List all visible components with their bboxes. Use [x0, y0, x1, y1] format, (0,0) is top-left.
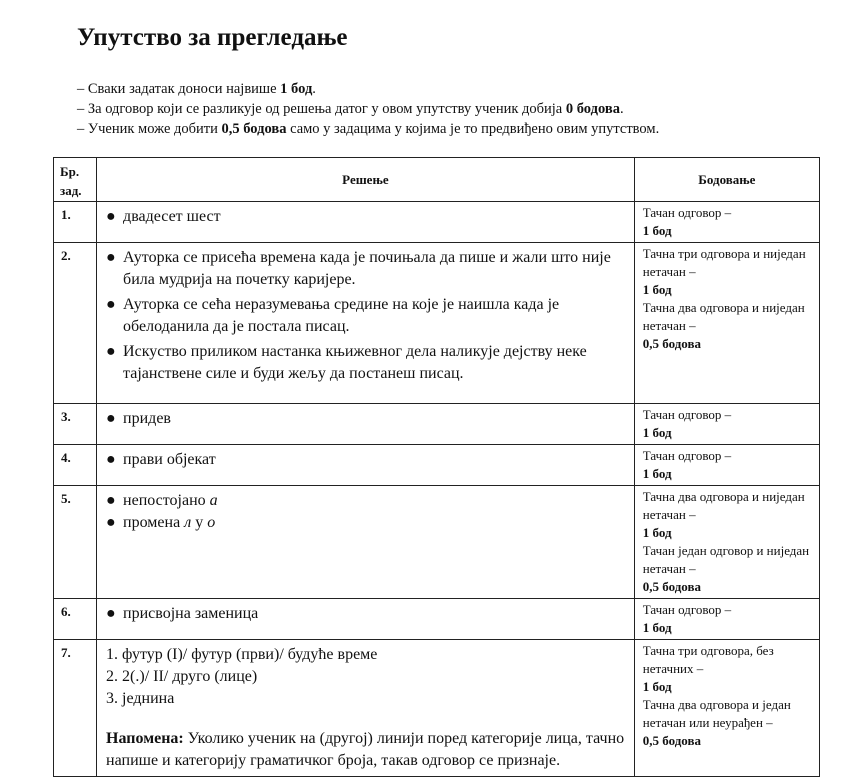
header-scoring: Бодовање — [634, 158, 819, 202]
bullet-icon: ● — [106, 208, 116, 225]
scoring-cell: Тачан одговор – 1 бод — [634, 445, 819, 486]
task-number: 1. — [54, 202, 97, 243]
header-solution: Решење — [97, 158, 635, 202]
scoring-cell: Тачна два одговора и ниједан нетачан – 1 бод Тачан један одговор и ниједан нетачан – 0,5 бодова — [634, 486, 819, 599]
scoring-cell: Тачан одговор – 1 бод — [634, 202, 819, 243]
solution-cell: ● придев — [97, 404, 635, 445]
note: Напомена: Уколико ученик на (другој) линији поред категорије лица, тачно напише и категорију граматичког броја, такав одговор се признаје. — [106, 730, 625, 769]
solution-cell: 1. футур (I)/ футур (први)/ будуће време 2. 2(.)/ II/ друго (лице) 3. једнина Напомена: Уколико ученик на (другој) линији поред категорије лица, тачно напише и категорију граматичког броја, такав одговор се признаје. — [97, 640, 635, 777]
solution-cell: ● непостојано а ● промена л у о — [97, 486, 635, 599]
bullet-icon: ● — [106, 451, 116, 468]
table-row — [54, 202, 820, 243]
table-header-row — [54, 158, 820, 202]
rules-list — [77, 79, 659, 139]
scoring-table — [53, 157, 820, 777]
header-task-number: Бр. зад. — [54, 158, 97, 202]
bullet-icon: ● — [106, 605, 116, 622]
scoring-cell: Тачан одговор – 1 бод — [634, 599, 819, 640]
task-number: 7. — [54, 640, 97, 777]
table-row — [54, 486, 820, 599]
task-number: 3. — [54, 404, 97, 445]
rule-item: – Ученик може добити 0,5 бодова само у задацима у којима је то предвиђено овим упутством. — [77, 121, 660, 137]
task-number: 5. — [54, 486, 97, 599]
rule-item: – Сваки задатак доноси највише 1 бод. — [77, 81, 316, 97]
table-row — [54, 404, 820, 445]
solution-cell: ● присвојна заменица — [97, 599, 635, 640]
scoring-cell: Тачан одговор – 1 бод — [634, 404, 819, 445]
task-number: 4. — [54, 445, 97, 486]
solution-cell: ● прави објекат — [97, 445, 635, 486]
solution-cell: ● двадесет шест — [97, 202, 635, 243]
task-number: 2. — [54, 243, 97, 404]
bullet-icon: ● — [106, 514, 116, 531]
page-title: Упутство за прегледање — [77, 24, 348, 51]
table-row — [54, 599, 820, 640]
table-row — [54, 445, 820, 486]
bullet-icon: ● — [106, 249, 116, 266]
scoring-cell: Тачна три одговора и ниједан нетачан – 1 бод Тачна два одговора и ниједан нетачан – 0,5 бодова — [634, 243, 819, 404]
bullet-icon: ● — [106, 410, 116, 427]
table-row — [54, 640, 820, 777]
bullet-icon: ● — [106, 343, 116, 360]
table-row — [54, 243, 820, 404]
task-number: 6. — [54, 599, 97, 640]
bullet-icon: ● — [106, 296, 116, 313]
bullet-icon: ● — [106, 492, 116, 509]
scoring-cell: Тачна три одговора, без нетачних – 1 бод Тачна два одговора и један нетачан или неурађен – 0,5 бодова — [634, 640, 819, 777]
solution-cell: ● Ауторка се присећа времена када је почињала да пише и жали што није била мудрија на почетку каријере. ● Ауторка се сећа неразумевања средине на које је наишла када је обелоданила да је постала писац. ● Искуство приликом настанка књижевног дела наликује дејству неке тајанствене силе и буди жељу да постанеш писац. — [97, 243, 635, 404]
rule-item: – За одговор који се разликује од решења датог у овом упутству ученик добија 0 бодова. — [77, 101, 624, 117]
